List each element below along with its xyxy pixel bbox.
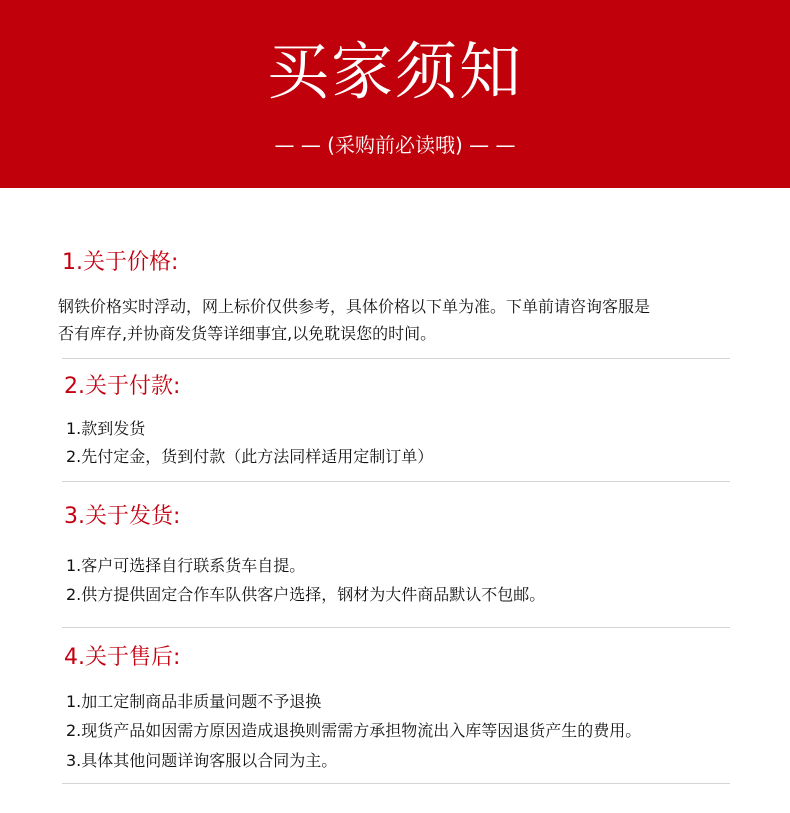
section-divider xyxy=(62,627,730,628)
header-banner xyxy=(0,0,790,188)
price-text-line: 钢铁价格实时浮动，网上标价仅供参考，具体价格以下单为准。下单前请咨询客服是 xyxy=(58,297,651,316)
page-title: 买家须知 xyxy=(266,35,523,108)
section-divider xyxy=(62,783,730,784)
after-sales-text-line: 2.现货产品如因需方原因造成退换则需需方承担物流出入库等因退货产生的费用。 xyxy=(66,721,642,740)
section-title-payment: 2.关于付款: xyxy=(64,374,181,399)
price-text-line: 否有库存,并协商发货等详细事宜,以免耽误您的时间。 xyxy=(58,324,437,343)
after-sales-text-line: 3.具体其他问题详询客服以合同为主。 xyxy=(66,751,338,770)
after-sales-text-line: 1.加工定制商品非质量问题不予退换 xyxy=(66,692,322,711)
section-title-after-sales: 4.关于售后: xyxy=(64,645,181,670)
section-title-price: 1.关于价格: xyxy=(62,250,179,275)
page-subtitle: — — (采购前必读哦) — — xyxy=(274,133,516,157)
shipping-text-line: 2.供方提供固定合作车队供客户选择，钢材为大件商品默认不包邮。 xyxy=(66,585,546,604)
section-title-shipping: 3.关于发货: xyxy=(64,504,181,529)
payment-text-line: 2.先付定金，货到付款（此方法同样适用定制订单） xyxy=(66,447,434,466)
section-divider xyxy=(62,358,730,359)
payment-text-line: 1.款到发货 xyxy=(66,419,146,438)
shipping-text-line: 1.客户可选择自行联系货车自提。 xyxy=(66,556,306,575)
section-divider xyxy=(62,481,730,482)
